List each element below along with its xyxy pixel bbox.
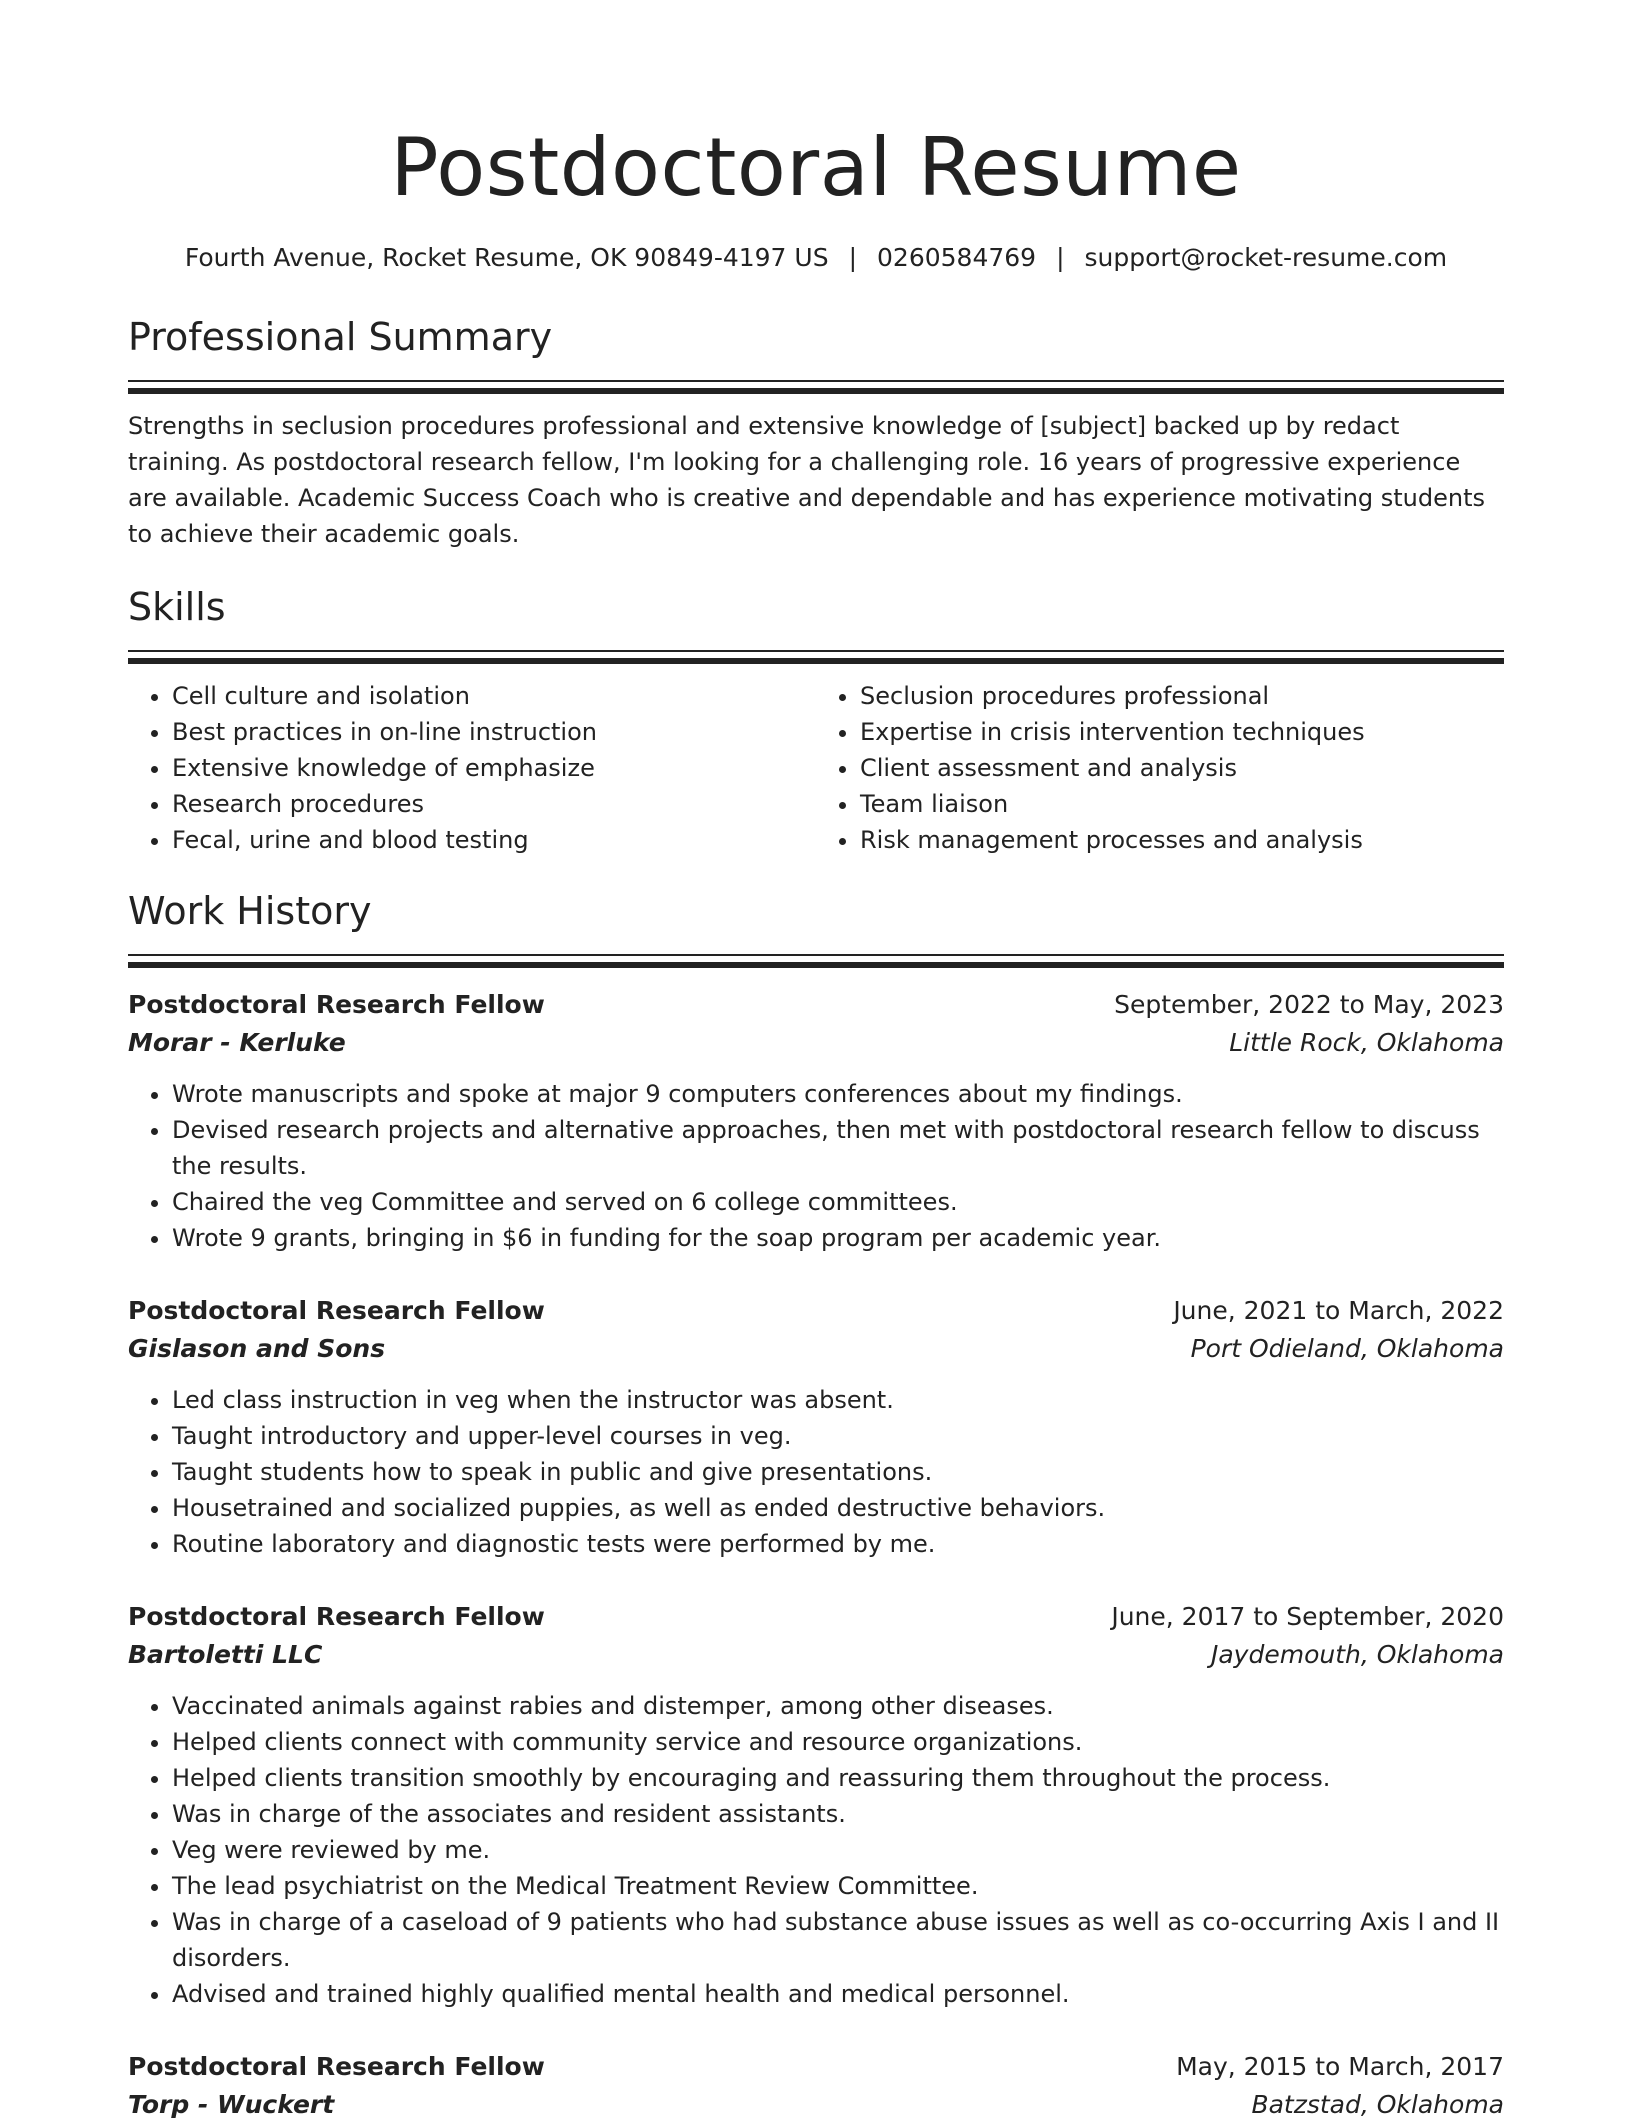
email-link[interactable]: support@rocket-resume.com	[1084, 243, 1448, 272]
skills-list-right	[816, 678, 1504, 858]
job-dates: May, 2015 to March, 2017	[1176, 2052, 1504, 2081]
section-title-work-history: Work History	[128, 889, 372, 933]
job-location: Jaydemouth, Oklahoma	[1210, 1640, 1504, 1669]
skill-item: • Fecal, urine and blood testing	[172, 822, 816, 858]
skill-item: • Best practices in on-line instruction	[172, 714, 816, 750]
summary-section	[128, 312, 1504, 552]
duty-item: • Led class instruction in veg when the instructor was absent.	[172, 1382, 1504, 1418]
skill-item: • Expertise in crisis intervention techniques	[860, 714, 1504, 750]
job-dates: September, 2022 to May, 2023	[1114, 990, 1504, 1019]
job-location: Batzstad, Oklahoma	[1251, 2090, 1504, 2119]
skill-item: • Risk management processes and analysis	[860, 822, 1504, 858]
section-divider	[128, 380, 1504, 392]
separator: |	[848, 243, 858, 272]
duty-item: • Wrote 9 grants, bringing in $6 in funding for the soap program per academic year.	[172, 1220, 1504, 1256]
phone: 0260584769	[877, 243, 1037, 272]
job-entry	[128, 986, 1504, 1256]
section-divider	[128, 650, 1504, 662]
job-subheader	[128, 1636, 1504, 1674]
job-subheader	[128, 1330, 1504, 1368]
duty-item: • Devised research projects and alternative approaches, then met with postdoctoral research fellow to discuss the results.	[172, 1112, 1504, 1184]
page-title: Postdoctoral Resume	[390, 121, 1242, 214]
skills-list-left	[128, 678, 816, 858]
job-location: Little Rock, Oklahoma	[1229, 1028, 1504, 1057]
contact-line	[128, 240, 1504, 276]
duty-item: • Helped clients connect with community service and resource organizations.	[172, 1724, 1504, 1760]
skill-item: • Team liaison	[860, 786, 1504, 822]
company-name: Torp - Wuckert	[128, 2090, 335, 2119]
duty-item: • Routine laboratory and diagnostic tests were performed by me.	[172, 1526, 1504, 1562]
job-entry	[128, 1292, 1504, 1562]
company-name: Morar - Kerluke	[128, 1028, 346, 1057]
job-title: Postdoctoral Research Fellow	[128, 1296, 545, 1325]
separator: |	[1056, 243, 1065, 272]
address: Fourth Avenue, Rocket Resume, OK 90849-4197 US	[184, 243, 829, 272]
job-header	[128, 2048, 1504, 2086]
job-location: Port Odieland, Oklahoma	[1190, 1334, 1504, 1363]
skill-item: • Cell culture and isolation	[172, 678, 816, 714]
job-title: Postdoctoral Research Fellow	[128, 990, 545, 1019]
job-dates: June, 2021 to March, 2022	[1173, 1296, 1504, 1325]
section-title-skills: Skills	[128, 585, 226, 629]
duty-item: • Wrote manuscripts and spoke at major 9 computers conferences about my findings.	[172, 1076, 1504, 1112]
skills-section	[128, 582, 1504, 858]
job-header	[128, 986, 1504, 1024]
skills-columns	[128, 678, 1504, 858]
job-title: Postdoctoral Research Fellow	[128, 1602, 545, 1631]
skill-item: • Research procedures	[172, 786, 816, 822]
section-title-summary: Professional Summary	[128, 315, 553, 359]
duty-item: • Was in charge of a caseload of 9 patients who had substance abuse issues as well as co-occurring Axis I and II disorders.	[172, 1904, 1504, 1976]
duty-item: • The lead psychiatrist on the Medical Treatment Review Committee.	[172, 1868, 1504, 1904]
duty-item: • Vaccinated animals against rabies and distemper, among other diseases.	[172, 1688, 1504, 1724]
duty-item: • Advised and trained highly qualified mental health and medical personnel.	[172, 1976, 1504, 2012]
job-entry	[128, 2048, 1504, 2124]
section-divider	[128, 954, 1504, 966]
skill-item: • Seclusion procedures professional	[860, 678, 1504, 714]
duty-item: • Veg were reviewed by me.	[172, 1832, 1504, 1868]
duty-item: • Housetrained and socialized puppies, as well as ended destructive behaviors.	[172, 1490, 1504, 1526]
duty-item: • Taught students how to speak in public and give presentations.	[172, 1454, 1504, 1490]
duty-item: • Chaired the veg Committee and served on 6 college committees.	[172, 1184, 1504, 1220]
company-name: Gislason and Sons	[128, 1334, 386, 1363]
skill-item: • Extensive knowledge of emphasize	[172, 750, 816, 786]
job-header	[128, 1292, 1504, 1330]
duty-list	[128, 1688, 1504, 2012]
job-entry	[128, 1598, 1504, 2012]
job-header	[128, 1598, 1504, 1636]
duty-item: • Helped clients transition smoothly by encouraging and reassuring them throughout the process.	[172, 1760, 1504, 1796]
job-title: Postdoctoral Research Fellow	[128, 2052, 545, 2081]
summary-text: Strengths in seclusion procedures professional and extensive knowledge of [subject] backed up by redact training. As postdoctoral research fellow, I'm looking for a challenging role. 16 years of progressive experience are available. Academic Success Coach who is creative and dependable and has experience motivating students to achieve their academic goals.	[128, 412, 1486, 548]
duty-list	[128, 1076, 1504, 1256]
job-dates: June, 2017 to September, 2020	[1111, 1602, 1504, 1631]
duty-item: • Taught introductory and upper-level courses in veg.	[172, 1418, 1504, 1454]
skill-item: • Client assessment and analysis	[860, 750, 1504, 786]
company-name: Bartoletti LLC	[128, 1640, 323, 1669]
job-subheader	[128, 1024, 1504, 1062]
duty-list	[128, 1382, 1504, 1562]
duty-item: • Was in charge of the associates and resident assistants.	[172, 1796, 1504, 1832]
work-history-section	[128, 886, 1504, 2124]
job-subheader	[128, 2086, 1504, 2124]
